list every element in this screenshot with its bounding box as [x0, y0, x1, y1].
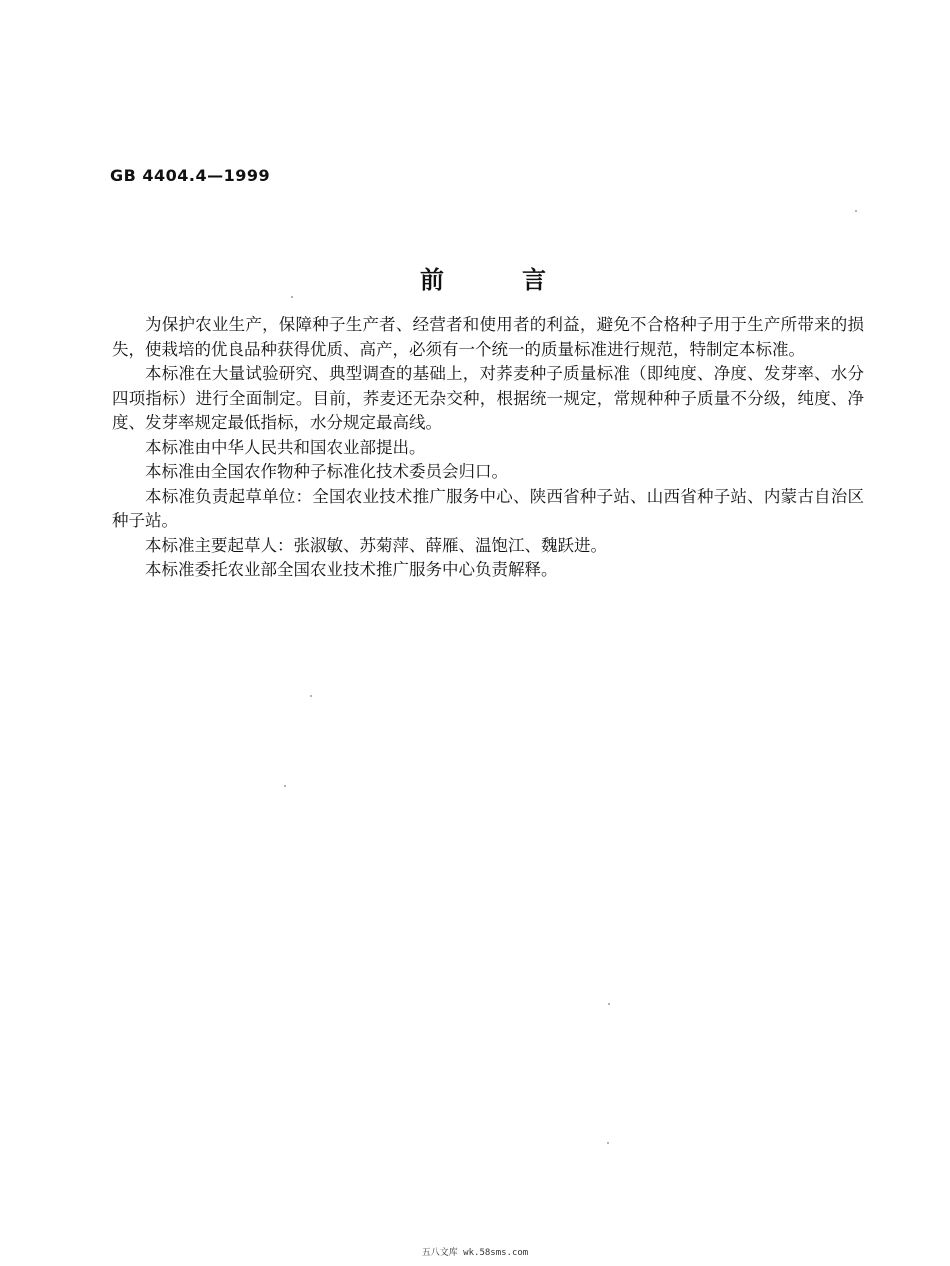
- paragraph: 本标准由全国农作物种子标准化技术委员会归口。: [145, 462, 508, 481]
- scan-speck: [608, 1003, 610, 1005]
- preface-body: [112, 313, 864, 583]
- paragraph: 本标准负责起草单位：全国农业技术推广服务中心、陕西省种子站、山西省种子站、内蒙古自治区种子站。: [112, 486, 864, 530]
- scan-speck: [284, 785, 286, 787]
- scan-speck: [607, 1142, 609, 1144]
- paragraph: 为保护农业生产，保障种子生产者、经营者和使用者的利益，避免不合格种子用于生产所带来的损失，使栽培的优良品种获得优质、高产，必须有一个统一的质量标准进行规范，特制定本标准。: [112, 315, 864, 359]
- paragraph: 本标准在大量试验研究、典型调查的基础上，对荞麦种子质量标准（即纯度、净度、发芽率、水分四项指标）进行全面制定。目前，荞麦还无杂交种，根据统一规定，常规种种子质量不分级，纯度、净度、发芽率规定最低指标，水分规定最高线。: [112, 364, 864, 432]
- footer-watermark: 五八文库 wk.58sms.com: [421, 1248, 529, 1258]
- paragraph: 本标准由中华人民共和国农业部提出。: [145, 437, 426, 457]
- standard-number: GB 4404.4—1999: [110, 166, 271, 185]
- paragraph: 本标准委托农业部全国农业技术推广服务中心负责解释。: [145, 560, 558, 579]
- paragraph: 本标准主要起草人：张淑敏、苏菊萍、薛雁、温饱江、魏跃进。: [145, 535, 607, 555]
- section-title: 前言: [420, 265, 624, 294]
- scan-speck: [310, 695, 312, 697]
- scan-speck: [291, 296, 293, 298]
- scan-speck: [855, 210, 857, 212]
